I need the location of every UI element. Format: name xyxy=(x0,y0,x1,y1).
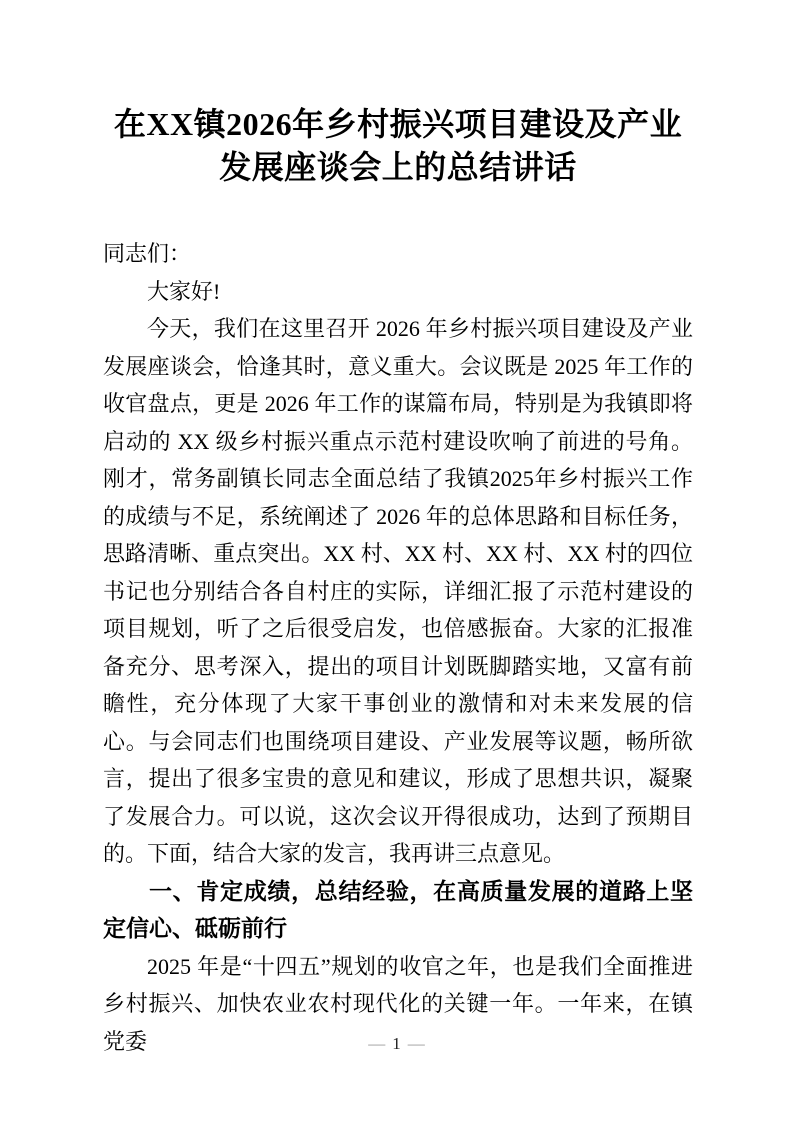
opening-paragraph: 今天，我们在这里召开 2026 年乡村振兴项目建设及产业发展座谈会，恰逢其时，意义重大。会议既是 2025 年工作的收官盘点，更是 2026 年工作的谋篇布局，特别是为我镇即将启动的 XX 级乡村振兴重点示范村建设吹响了前进的号角。刚才，常务副镇长同志全面总结了我镇2025年乡村振兴工作的成绩与不足，系统阐述了 2026 年的总体思路和目标任务，思路清晰、重点突出。XX 村、XX 村、XX 村、XX 村的四位书记也分别结合各自村庄的实际，详细汇报了示范村建设的项目规划，听了之后很受启发，也倍感振奋。大家的汇报准备充分、思考深入，提出的项目计划既脚踏实地，又富有前瞻性，充分体现了大家干事创业的激情和对未来发展的信心。与会同志们也围绕项目建设、产业发展等议题，畅所欲言，提出了很多宝贵的意见和建议，形成了思想共识，凝聚了发展合力。可以说，这次会议开得很成功，达到了预期目的。下面，结合大家的发言，我再讲三点意见。 xyxy=(103,316,693,866)
title-line-2: 发展座谈会上的总结讲话 xyxy=(219,149,577,185)
page-footer xyxy=(0,1032,793,1056)
footer-dash-left: — xyxy=(368,1034,386,1053)
salutation-line: 同志们： xyxy=(103,241,192,266)
body-paragraph-2: 2025 年是“十四五”规划的收官之年，也是我们全面推进乡村振兴、加快农业农村现代化的关键一年。一年来，在镇党委 xyxy=(103,953,693,1054)
page-number: 1 xyxy=(392,1034,401,1053)
document-content xyxy=(103,0,693,1060)
title-line-1: 在XX镇2026年乡村振兴项目建设及产业 xyxy=(113,106,683,142)
greeting-line: 大家好! xyxy=(147,278,221,304)
document-body xyxy=(103,235,693,1060)
footer-dash-right: — xyxy=(407,1034,425,1053)
document-title xyxy=(103,103,693,189)
section-heading-1: 一、肯定成绩，总结经验，在高质量发展的道路上坚定信心、砥砺前行 xyxy=(103,877,693,941)
